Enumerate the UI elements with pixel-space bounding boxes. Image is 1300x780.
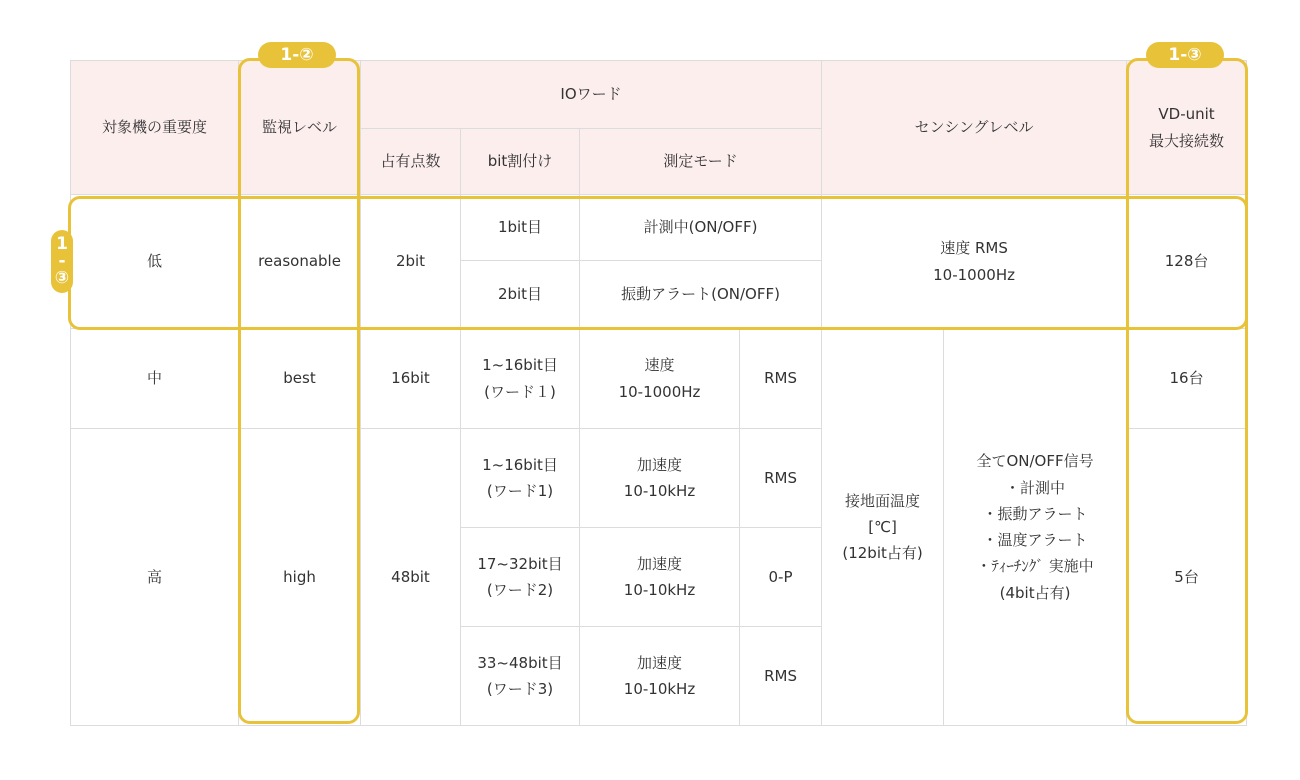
cell-type: RMS (740, 627, 822, 726)
cell-level: high (239, 429, 361, 726)
badge-monitor-level: 1-② (258, 42, 336, 68)
cell-sensing (822, 195, 1127, 329)
header-occupied-points: 占有点数 (361, 129, 461, 195)
cell-signals-line6: (4bit占有) (999, 583, 1071, 602)
cell-mode: 計測中(ON/OFF) (580, 195, 822, 261)
badge-low-row-part1: 1 (56, 234, 68, 254)
cell-signals (944, 329, 1127, 726)
cell-temperature-line1: 接地面温度 (845, 491, 921, 510)
cell-max-units: 128台 (1127, 195, 1247, 329)
cell-bit-line2: (ワード１) (484, 382, 556, 401)
badge-low-row-part3: ③ (54, 268, 70, 288)
cell-signals-line4: ・温度アラート (982, 531, 1088, 549)
cell-bit (461, 429, 580, 528)
cell-mode-line1: 加速度 (636, 554, 682, 573)
cell-signals-line1: 全てON/OFF信号 (976, 452, 1094, 471)
cell-max-units: 5台 (1127, 429, 1247, 726)
header-io-word: IOワード (361, 61, 822, 129)
cell-sensing-line2: 10-1000Hz (933, 265, 1015, 284)
cell-type: RMS (740, 429, 822, 528)
cell-type: 0-P (740, 528, 822, 627)
header-sensing-level: センシングレベル (822, 61, 1127, 195)
header-measure-mode: 測定モード (580, 129, 822, 195)
cell-mode-line1: 加速度 (636, 455, 682, 474)
cell-mode-line1: 加速度 (636, 653, 682, 672)
header-importance: 対象機の重要度 (71, 61, 239, 195)
cell-points: 2bit (361, 195, 461, 329)
cell-importance: 低 (71, 195, 239, 329)
cell-signals-line5: ・ﾃｨｰﾁﾝｸﾞ 実施中 (976, 557, 1094, 576)
badge-low-row (51, 230, 73, 293)
header-monitor-level: 監視レベル (239, 61, 361, 195)
cell-bit-line1: 1~16bit目 (482, 455, 558, 474)
header-vd-unit-line2: 最大接続数 (1149, 131, 1225, 150)
cell-importance: 高 (71, 429, 239, 726)
cell-mode-line1: 速度 (644, 356, 675, 375)
table-row-mid (71, 329, 1247, 429)
cell-signals-line2: ・計測中 (1005, 478, 1066, 497)
cell-mode (580, 528, 740, 627)
badge-low-row-part2: - (58, 251, 66, 271)
table-row-low-1 (71, 195, 1247, 261)
cell-sensing-line1: 速度 RMS (940, 239, 1008, 258)
cell-max-units: 16台 (1127, 329, 1247, 429)
badge-vd-unit: 1-③ (1146, 42, 1224, 68)
cell-bit-line1: 17~32bit目 (477, 554, 563, 573)
cell-mode (580, 627, 740, 726)
cell-bit-line2: (ワード3) (486, 680, 554, 698)
cell-mode-line2: 10-10kHz (623, 680, 696, 698)
cell-level: reasonable (239, 195, 361, 329)
cell-mode (580, 329, 740, 429)
cell-bit: 1bit目 (461, 195, 580, 261)
cell-bit (461, 528, 580, 627)
cell-mode (580, 429, 740, 528)
cell-bit-line1: 1~16bit目 (482, 356, 558, 375)
cell-temperature-line2: [℃] (868, 517, 897, 536)
cell-type: RMS (740, 329, 822, 429)
header-vd-unit-line1: VD-unit (1158, 105, 1215, 124)
cell-mode: 振動アラート(ON/OFF) (580, 261, 822, 329)
cell-points: 16bit (361, 329, 461, 429)
header-vd-unit (1127, 61, 1247, 195)
cell-bit-line1: 33~48bit目 (477, 653, 563, 672)
cell-mode-line2: 10-1000Hz (618, 382, 701, 401)
cell-bit (461, 329, 580, 429)
cell-level: best (239, 329, 361, 429)
header-bit-assign: bit割付け (461, 129, 580, 195)
cell-mode-line2: 10-10kHz (623, 581, 696, 599)
cell-mode-line2: 10-10kHz (623, 482, 696, 500)
cell-bit-line2: (ワード1) (486, 482, 554, 500)
cell-temperature (822, 329, 944, 726)
cell-temperature-line3: (12bit占有) (842, 544, 923, 563)
spec-table (70, 60, 1247, 726)
cell-bit: 2bit目 (461, 261, 580, 329)
cell-bit-line2: (ワード2) (486, 581, 554, 599)
cell-signals-line3: ・振動アラート (982, 504, 1088, 523)
cell-bit (461, 627, 580, 726)
cell-importance: 中 (71, 329, 239, 429)
cell-points: 48bit (361, 429, 461, 726)
